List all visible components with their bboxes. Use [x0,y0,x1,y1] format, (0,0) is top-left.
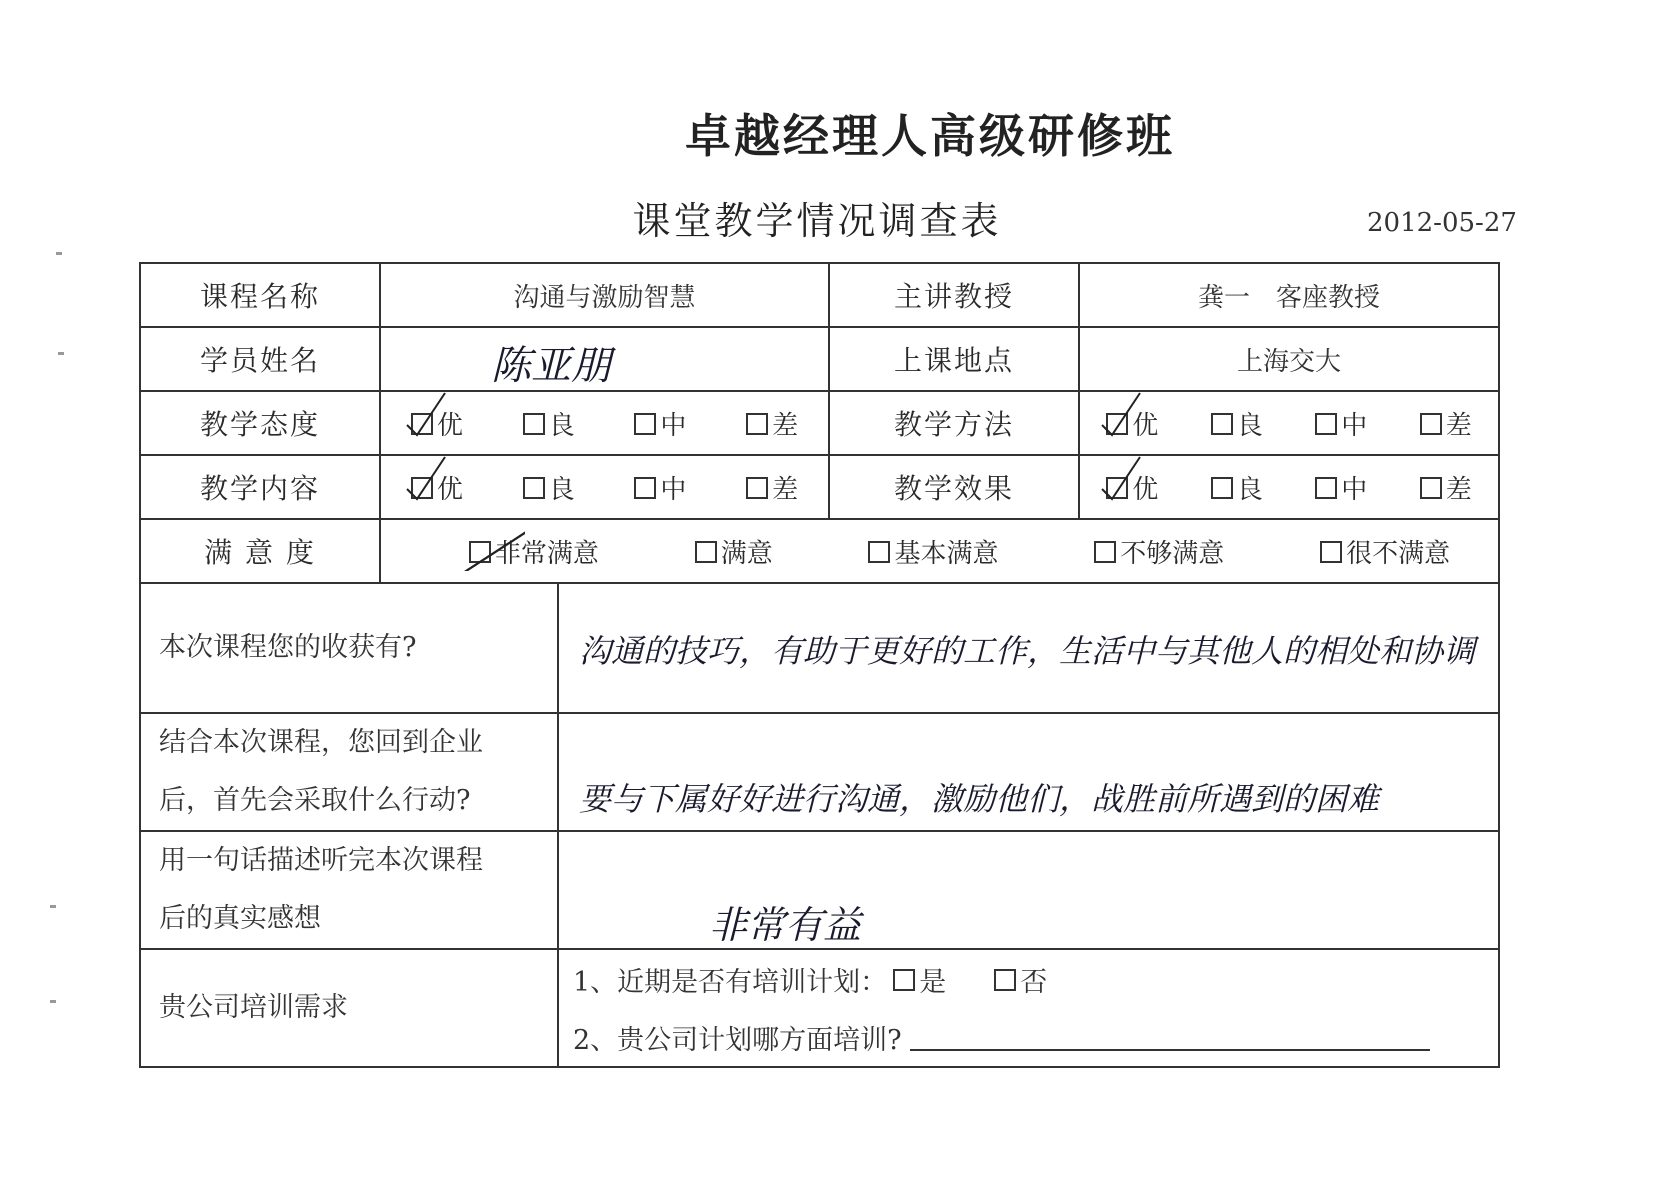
teaching-attitude-label: 教学态度 [140,391,380,455]
checkbox-icon [695,541,717,563]
checkbox-icon [523,413,545,435]
feeling-answer: 非常有益 [709,903,862,947]
satisfaction-options [380,519,1499,583]
course-name-value[interactable]: 沟通与激励智慧 [380,263,829,327]
checkbox-icon [1094,541,1116,563]
checkbox-icon [868,541,890,563]
content-option-good[interactable]: 良 [523,469,575,506]
training-plan-yes[interactable]: 是 [893,960,946,999]
method-option-fair[interactable]: 中 [1315,405,1367,442]
satisfaction-label: 满 意 度 [140,519,380,583]
checkbox-icon [1420,477,1442,499]
teaching-effect-options [1079,455,1499,519]
training-topic-input[interactable] [910,1023,1430,1051]
scan-mark [50,1000,56,1003]
student-signature: 陈亚朋 [491,343,611,389]
checkbox-icon [1211,477,1233,499]
actions-answer: 要与下属好好进行沟通，激励他们，战胜前所遇到的困难 [579,780,1380,818]
content-option-excellent[interactable]: 优 [411,469,463,506]
gains-answer: 沟通的技巧，有助于更好的工作，生活中与其他人的相处和协调 [579,632,1476,670]
checkbox-icon [1315,413,1337,435]
training-plan-no[interactable]: 否 [994,960,1047,999]
student-name-field[interactable] [380,327,829,391]
checkbox-icon [1315,477,1337,499]
effect-option-fair[interactable]: 中 [1315,469,1367,506]
effect-option-poor[interactable]: 差 [1420,469,1472,506]
satisfaction-option-very-unsatisfied[interactable]: 很不满意 [1320,533,1450,570]
scan-mark [58,352,64,355]
form-date: 2012-05-27 [1367,208,1517,238]
checkbox-icon [746,477,768,499]
satisfaction-option-very-satisfied[interactable]: 非常满意 [469,533,599,570]
teaching-method-label: 教学方法 [829,391,1079,455]
location-label: 上课地点 [829,327,1079,391]
checkbox-checked-icon [1106,413,1128,435]
lecturer-value[interactable]: 龚一 客座教授 [1079,263,1499,327]
sub-title: 课堂教学情况调查表 [632,199,1002,243]
training-topic-question: 2、贵公司计划哪方面培训? [559,1008,1498,1066]
checkbox-icon [994,969,1016,991]
actions-question: 结合本次课程，您回到企业 后，首先会采取什么行动? [140,713,558,831]
checkbox-icon [634,477,656,499]
checkbox-checked-icon [1106,477,1128,499]
gains-answer-field[interactable] [558,583,1499,713]
location-value[interactable]: 上海交大 [1079,327,1499,391]
teaching-content-options [380,455,829,519]
content-option-fair[interactable]: 中 [634,469,686,506]
gains-question: 本次课程您的收获有? [140,583,558,713]
lecturer-label: 主讲教授 [829,263,1079,327]
checkbox-checked-icon [469,541,491,563]
checkbox-icon [1211,413,1233,435]
scan-mark [56,252,62,255]
effect-option-excellent[interactable]: 优 [1106,469,1158,506]
attitude-option-excellent[interactable]: 优 [411,405,463,442]
checkbox-icon [523,477,545,499]
actions-answer-field[interactable] [558,713,1499,831]
student-name-label: 学员姓名 [140,327,380,391]
main-title: 卓越经理人高级研修班 [685,109,1175,163]
course-name-label: 课程名称 [140,263,380,327]
checkbox-icon [893,969,915,991]
satisfaction-option-not-satisfied[interactable]: 不够满意 [1094,533,1224,570]
attitude-option-fair[interactable]: 中 [634,405,686,442]
content-option-poor[interactable]: 差 [746,469,798,506]
feeling-question: 用一句话描述听完本次课程 后的真实感想 [140,831,558,949]
satisfaction-option-basically-satisfied[interactable]: 基本满意 [868,533,998,570]
attitude-option-poor[interactable]: 差 [746,405,798,442]
checkbox-icon [746,413,768,435]
method-option-poor[interactable]: 差 [1420,405,1472,442]
training-plan-question: 1、近期是否有培训计划： 是 否 [559,950,1498,1008]
teaching-content-label: 教学内容 [140,455,380,519]
method-option-excellent[interactable]: 优 [1106,405,1158,442]
teaching-method-options [1079,391,1499,455]
survey-table [139,262,1500,1068]
teaching-attitude-options [380,391,829,455]
checkbox-checked-icon [411,477,433,499]
checkbox-icon [634,413,656,435]
training-needs-label: 贵公司培训需求 [140,949,558,1067]
method-option-good[interactable]: 良 [1211,405,1263,442]
feeling-answer-field[interactable] [558,831,1499,949]
checkbox-checked-icon [411,413,433,435]
satisfaction-option-satisfied[interactable]: 满意 [695,533,773,570]
attitude-option-good[interactable]: 良 [523,405,575,442]
effect-option-good[interactable]: 良 [1211,469,1263,506]
checkbox-icon [1420,413,1442,435]
teaching-effect-label: 教学效果 [829,455,1079,519]
scan-mark [50,905,56,908]
checkbox-icon [1320,541,1342,563]
training-needs-field [558,949,1499,1067]
